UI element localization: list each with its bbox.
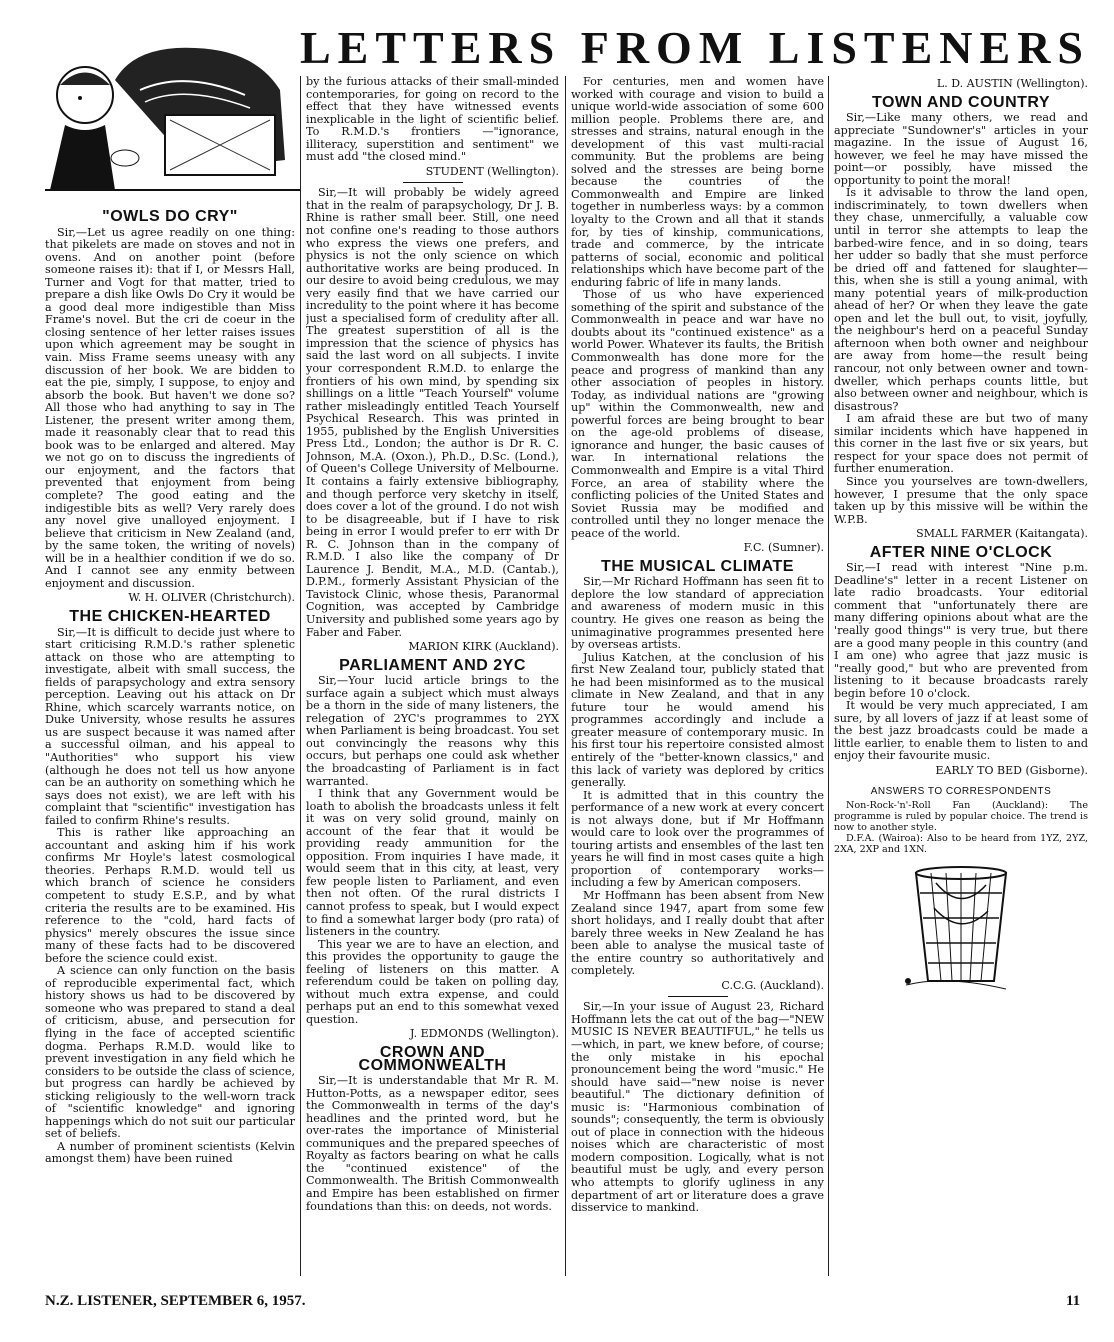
signature: MARION KIRK (Auckland). bbox=[408, 640, 559, 654]
letter-paragraph: For centuries, men and women have worked with courage and vision to build a unique world-wide association of some 600 million people. Problems there are, and stresses and strains, natural enough in the development of this vast multi-racial community. But the problems are being solved and the stresses are being borne because the countries of the Commonwealth and Empire are linked together in numberless ways: by a common loyalty to the Crown and all that it stands for, by ties of kinship, communications, trade and commerce, by the intricate patterns of social, economic and political relationships which have become part of the enduring fabric of life in many lands. bbox=[571, 76, 824, 289]
heading-after-nine: AFTER NINE O'CLOCK bbox=[869, 543, 1053, 561]
letter-paragraph: Sir,—Mr Richard Hoffmann has seen fit to deplore the low standard of appreciation and awareness of modern music in this country. He gives one reason as being the unimaginative programmes presented here by overseas artists. bbox=[571, 575, 824, 652]
signature: L. D. AUSTIN (Wellington). bbox=[936, 77, 1088, 90]
letter-paragraph: I am afraid these are but two of many similar incidents which have happened in this corner in the last five or six years, but respect for your space does not permit of further enumeration. bbox=[834, 412, 1088, 476]
letter-paragraph: Sir,—Like many others, we read and appreciate "Sundowner's" articles in your magazine. In the issue of August 16, however, we feel he may have missed the point—or possibly, have missed the opportunity to point the moral! bbox=[834, 111, 1088, 187]
letter-paragraph: Since you yourselves are town-dwellers, however, I presume that the only space taken up by this missive will be within the W.P.B. bbox=[834, 474, 1088, 526]
wastepaper-basket-illustration bbox=[886, 863, 1036, 993]
letter-body: Sir,—It will probably be widely agreed that in the realm of parapsychology, Dr J. B. Rhine is rather small beer. Still, one need not confine one's reading to those authors who express the views one prefers, and physics is not the only science on which authoritative works are being produced. In our desire to avoid being credulous, we may very easily find that we have carried our incredulity to the point where it has become just a specialised form of credulity after all. The greatest superstition of all is the impression that the science of physics has said the last word on all subjects. I invite your correspondent R.M.D. to enlarge the frontiers of his own mind, by spending six shillings on a little "Teach Yourself" volume rather misleadingly entitled Teach Yourself Psychical Research. This was printed in 1955, published by the English Universities Press Ltd., London; the author is Dr R. C. Johnson, M.A. (Oxon.), Ph.D., D.Sc. (Lond.), of Queen's College University of Melbourne. It contains a fairly extensive bibliography, and though perforce very sketchy in itself, does cover a lot of the ground. I do not wish to be disagreeable, but if I have to risk being in error I would prefer to err with Dr R. C. Johnson than in the company of R.M.D. I also like the company of Dr Laurence J. Bendit, M.A., M.D. (Cantab.), D.P.M., formerly Assistant Physician of the Tavistock Clinic, whose thesis, Paranormal Cognition, was accepted by Cambridge University and published some years ago by Faber and Faber. bbox=[306, 186, 559, 639]
heading-crown-commonwealth: CROWN AND COMMONWEALTH bbox=[358, 1044, 507, 1074]
signature: W. H. OLIVER (Christchurch). bbox=[128, 591, 295, 605]
letter-paragraph: This is rather like approaching an accountant and asking him if his work confirms Mr Hoyle's latest cosmological theories. Perhaps R.M.D. would tell us which branch of science he considers competent to study E.S.P., and by what criteria the results are to be examined. His reference to the "cold, hard facts of physics" merely obscures the issue since many of these facts had to be discovered before the science could exist. bbox=[45, 826, 295, 965]
letter-paragraph: Those of us who have experienced something of the spirit and substance of the Commonwealth in peace and war have no doubts about its "continued existence" as a world Power. Whatever its faults, the British Commonwealth has done more for the peace and progress of mankind than any other association of peoples in history. Today, as individual nations are "growing up" within the Commonwealth, new and powerful forces are being brought to bear on the age-old problems of disease, ignorance and hunger, the basic causes of war. In international relations the Commonwealth and Empire is a vital Third Force, an area of stability where the conflicting policies of the United States and Soviet Russia may be modified and controlled until they no longer menace the peace of the world. bbox=[571, 288, 824, 540]
column-3 bbox=[571, 76, 824, 1276]
page-number: 11 bbox=[1066, 1293, 1081, 1309]
answer-item: Non-Rock-'n'-Roll Fan (Auckland): The programme is ruled by popular choice. The trend is now to another style. bbox=[834, 800, 1088, 834]
signature: EARLY TO BED (Gisborne). bbox=[935, 763, 1088, 777]
letter-paragraph: Mr Hoffmann has been absent from New Zealand since 1947, apart from some few short holidays, and I really doubt that after barely three weeks in New Zealand he has been able to analyse the musical taste of the entire country so authoritatively and completely. bbox=[571, 889, 824, 978]
letter-paragraph: It would be very much appreciated, I am sure, by all lovers of jazz if at least some of the best jazz broadcasts could be made a little earlier, to enable them to listen to and enjoy their favourite music. bbox=[834, 699, 1088, 763]
letter-paragraph: Sir,—Your lucid article brings to the surface again a subject which must always be a thorn in the side of many listeners, the relegation of 2YC's programmes to 2YX when Parliament is being broadcast. You set out convincingly the reasons why this occurs, but perhaps one could ask whether the broadcasting of Parliament is in fact warranted. bbox=[306, 674, 559, 788]
column-1 bbox=[45, 205, 295, 1260]
masthead-title: LETTERS FROM LISTENERS bbox=[300, 22, 1090, 73]
letter-body: Sir,—Let us agree readily on one thing: that pikelets are made on stoves and not in ovens. And on another point (before someone raises it): that if I, or Messrs Hall, Turner and Vogt for that matter, tried to prepare a dish like Owls Do Cry it would be a good deal more indigestible than Miss Frame's novel. But the cri de coeur in the closing sentence of her letter raises issues upon which agreement may be sought in vain. Miss Frame seems uneasy with any discussion of her book. We are bidden to eat the pie, simply, I suppose, to enjoy and absorb the book. But haven't we done so? All those who had anything to say in The Listener, the present writer among them, made it reasonably clear that to read this book was to be enlarged and altered. May we not go on to discuss the ingredients of our enjoyment, and the factors that prevented that enjoyment from being complete? The good eating and the indigestible bits as well? Very rarely does any novel give unalloyed enjoyment. I believe that criticism in New Zealand (and, by the same token, the writing of novels) will be in a healthier condition if we do so. And I cannot see any enmity between enjoyment and discussion. bbox=[45, 225, 295, 590]
letter-paragraph: A science can only function on the basis of reproducible experimental fact, which history shows us had to be discovered by someone who was prepared to stand a deal of criticism, abuse, and persecution for flying in the face of accepted scientific dogma. Perhaps R.M.D. would like to prevent investigation in any field which he considers to be outside the class of science, but progress can hardly be achieved by sticking religiously to the well-worn track of "scientific knowledge" and ignoring happenings which do not suit our particular set of beliefs. bbox=[45, 964, 295, 1141]
letter-paragraph: Sir,—In your issue of August 23, Richard Hoffmann lets the cat out of the bag—"NEW MUSIC IS NEVER BEAUTIFUL," he tells us—which, in part, we knew before, of course; the only mistake in his epochal pronouncement being the word "music." He should have said—"new noise is never beautiful." The dictionary definition of music is: "Harmonious combination of sounds"; consequently, the term is obviously out of place in connection with the hideous noises which are characteristic of most modern composition. Logically, what is not beautiful must be ugly, and every person who attempts to glorify ugliness in any department of art or literature does a grave disservice to mankind. bbox=[571, 1000, 824, 1215]
letter-paragraph: Is it advisable to throw the land open, indiscriminately, to town dwellers when they chase, unmercifully, a valuable cow until in terror she attempts to leap the barbed-wire fence, and in so doing, tears her udder so badly that she must perforce be dried off and fattened for slaughter—this, when she is still a young animal, with many potential years of milk-production ahead of her? Or when they leave the gate open and let the bull out, to visit, joyfully, the neighbour's herd on a peaceful Sunday afternoon when both owner and neighbour are away from home—the result being rancour, not only between owner and town-dweller, which perhaps counts little, but also between owner and neighbour, which is disastrous? bbox=[834, 186, 1088, 413]
letter-paragraph: A number of prominent scientists (Kelvin amongst them) have been ruined bbox=[45, 1139, 295, 1166]
heading-musical-climate: THE MUSICAL CLIMATE bbox=[601, 557, 794, 575]
signature: SMALL FARMER (Kaitangata). bbox=[916, 527, 1088, 541]
divider bbox=[403, 182, 463, 183]
heading-town-country: TOWN AND COUNTRY bbox=[871, 93, 1051, 111]
signature: J. EDMONDS (Wellington). bbox=[410, 1027, 559, 1041]
letter-paragraph: Sir,—I read with interest "Nine p.m. Deadline's" letter in a recent Listener on late radio broadcasts. Your editorial comment that "unfortunately there are many differing opinions about what are the 'really good things'" is very true, but there are a good many people in this country (and I am one) who agree that jazz music is "really good," but who are prevented from listening to it because broadcasts rarely begin before 10 o'clock. bbox=[834, 561, 1088, 700]
signature: STUDENT (Wellington). bbox=[425, 164, 559, 178]
answers-heading: ANSWERS TO CORRESPONDENTS bbox=[870, 785, 1052, 797]
heading-parliament-2yc: PARLIAMENT AND 2YC bbox=[339, 656, 526, 674]
reader-illustration bbox=[45, 40, 300, 200]
letter-paragraph: Sir,—It is understandable that Mr R. M. Hutton-Potts, as a newspaper editor, sees the Commonwealth in terms of the day's headlines and the printed word, but he over-rates the importance of Ministerial communiques and the prepared speeches of Royalty as factors bearing on what he calls the "continued existence" of the Commonwealth. The British Commonwealth and Empire has been established on firmer foundations than this: on deeds, not words. bbox=[306, 1074, 559, 1213]
footer-publication: N.Z. LISTENER, SEPTEMBER 6, 1957. bbox=[45, 1293, 306, 1309]
column-2 bbox=[306, 76, 559, 1276]
heading-chicken-hearted: THE CHICKEN-HEARTED bbox=[69, 607, 271, 625]
divider bbox=[668, 996, 728, 997]
letter-paragraph: Sir,—It is difficult to decide just where to start criticising R.M.D.'s rather splenetic attack on those who are attempting to investigate, albeit with small success, the fields of parapsychology and extra sensory perception. Leaving out his attack on Dr Rhine, which scarcely warrants notice, on Duke University, whose results he assures us are suspect because it was named after a successful oilman, and his appeal to "Authorities" who support his view (although he does not tell us how anyone can be an authority on something which he says does not exist), we are left with his complaint that "scientific" investigation has failed to confirm Rhine's results. bbox=[45, 625, 295, 827]
letter-paragraph: It is admitted that in this country the performance of a new work at every concert is not always done, but if Mr Hoffmann would care to look over the programmes of touring artists and ensembles of the last ten years he will find in most cases quite a high proportion of contemporary works—including a few by American composers. bbox=[571, 788, 824, 890]
answer-item: D.F.A. (Wairoa): Also to be heard from 1YZ, 2YZ, 2XA, 2XP and 1XN. bbox=[834, 833, 1088, 856]
heading-owls-do-cry: "OWLS DO CRY" bbox=[102, 208, 238, 225]
letter-paragraph: Julius Katchen, at the conclusion of his first New Zealand tour, publicly stated that he had been misinformed as to the musical climate in New Zealand, and that in any future tour he would amend his programmes accordingly and include a greater measure of contemporary music. In his first tour his repertoire consisted almost entirely of the "better-known classics," and this lack of variety was deplored by critics generally. bbox=[571, 650, 824, 790]
signature: C.C.G. (Auckland). bbox=[721, 978, 824, 992]
letter-paragraph: This year we are to have an election, and this provides the opportunity to gauge the feeling of listeners on this matter. A referendum could be taken on polling day, without much extra expense, and could perhaps put an end to this somewhat vexed question. bbox=[306, 937, 559, 1026]
letter-paragraph: by the furious attacks of their small-minded contemporaries, for going on record to the effect that they have witnessed events inexplicable in the light of scientific belief. To R.M.D.'s frontiers —"ignorance, illiteracy, superstition and sentiment" we must add "the closed mind." bbox=[306, 76, 559, 164]
column-4 bbox=[834, 76, 1088, 1276]
signature: F.C. (Sumner). bbox=[743, 541, 824, 555]
letter-paragraph: I think that any Government would be loath to abolish the broadcasts unless it felt it was on very solid ground, mainly on account of the fear that it would be providing ready ammunition for the opposition. From inquiries I have made, it would seem that in this city, at least, very few people listen to Parliament, and even then not often. Of the rural districts I cannot profess to speak, but I would expect to find a somewhat larger body (pro rata) of listeners in the country. bbox=[306, 787, 559, 939]
